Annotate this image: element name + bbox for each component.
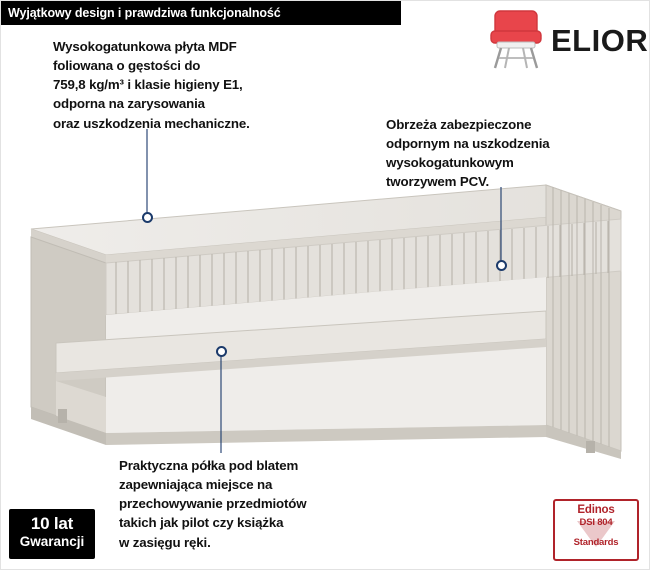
marker-dot-pcv [496,260,507,271]
callout-shelf-line-5: w zasięgu ręki. [119,534,211,550]
guarantee-badge [9,509,95,559]
callout-shelf-line-4: takich jak pilot czy książka [119,515,284,531]
callout-pcv-line-4: tworzywem PCV. [386,174,490,190]
foot-right [586,441,595,453]
callout-mdf-line-1: Wysokogatunkowa płyta MDF [53,39,237,54]
callout-shelf-line-3: przechowywanie przedmiotów [119,496,307,512]
callout-mdf [53,37,353,133]
edinos-name: Edinos [577,504,615,516]
edinos-standards: Standards [573,537,619,548]
red-armchair-icon [487,9,545,71]
brand-logo [465,9,649,71]
callout-mdf-line-3: 759,8 kg/m³ i klasie higieny E1, [53,77,243,93]
brand-name: ELIOR [551,23,649,58]
edinos-code: DSI 804 [579,517,613,528]
callout-shelf [119,456,419,552]
callout-pcv-line-2: odpornym na uszkodzenia [386,136,550,152]
callout-mdf-line-2: foliowana o gęstości do [53,58,201,74]
header-title: Wyjątkowy design i prawdziwa funkcjonalność [1,1,401,25]
callout-mdf-line-4: odporna na zarysowania [53,96,205,112]
guarantee-label: Gwarancji [19,534,85,549]
callout-shelf-line-2: zapewniająca miejsce na [119,477,273,493]
callout-pcv-line-3: wysokogatunkowym [386,155,514,171]
marker-dot-shelf [216,346,227,357]
edinos-badge [553,499,639,561]
marker-dot-mdf [142,212,153,223]
foot-left [58,409,67,423]
callout-mdf-line-5: oraz uszkodzenia mechaniczne. [53,115,250,131]
guarantee-years: 10 lat [30,514,74,533]
callout-pcv [386,115,626,192]
callout-shelf-line-1: Praktyczna półka pod blatem [119,458,299,473]
callout-pcv-line-1: Obrzeża zabezpieczone [386,117,532,132]
